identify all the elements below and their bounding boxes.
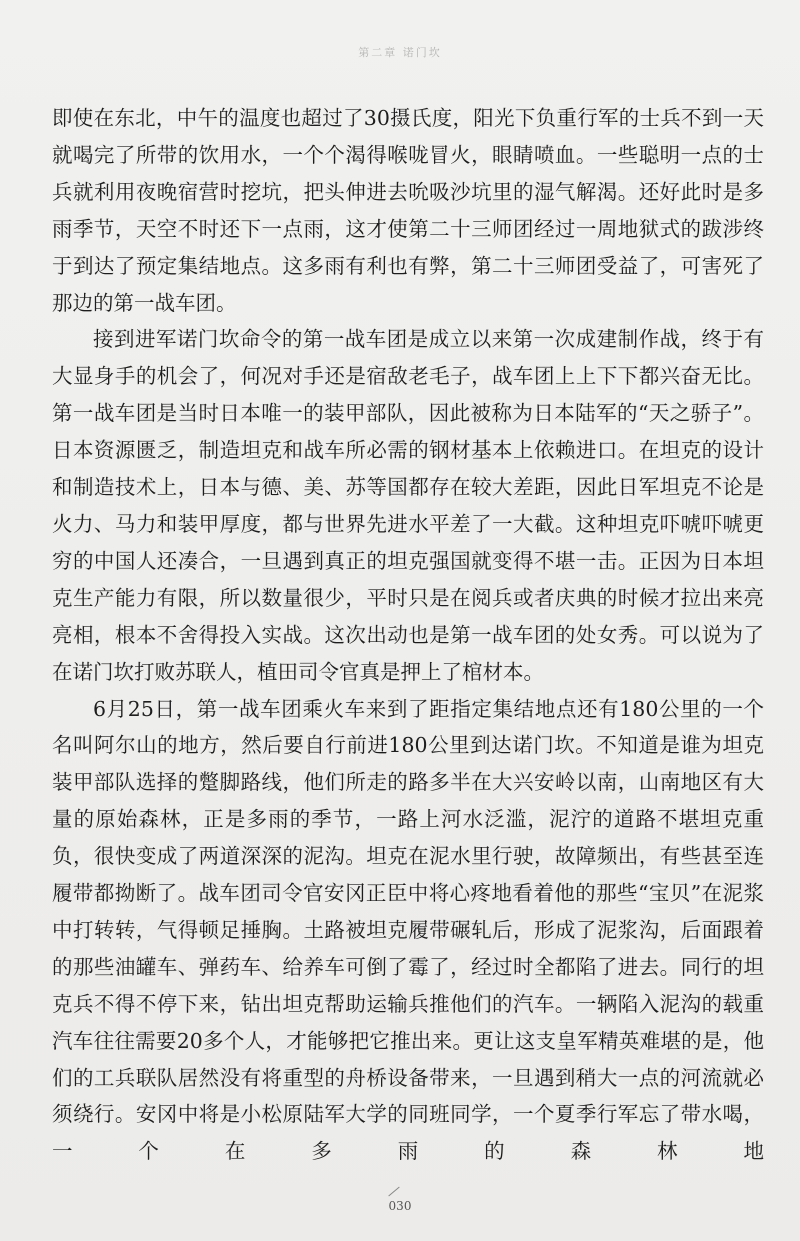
paragraph-1: 即使在东北，中午的温度也超过了30摄氏度，阳光下负重行军的士兵不到一天就喝完了所带的饮用水，一个个渴得喉咙冒火，眼睛喷血。一些聪明一点的士兵就利用夜晚宿营时挖坑，把头伸进去吮吸沙坑里的湿气解渴。还好此时是多雨季节，天空不时还下一点雨，这才使第二十三师团经过一周地狱式的跋涉终于到达了预定集结地点。这多雨有利也有弊，第二十三师团受益了，可害死了那边的第一战车团。 [52,106,764,315]
paragraph-3: 6月25日，第一战车团乘火车来到了距指定集结地点还有180公里的一个名叫阿尔山的地方，然后要自行前进180公里到达诺门坎。不知道是谁为坦克装甲部队选择的蹩脚路线，他们所走的路多半在大兴安岭以南，山南地区有大量的原始森林，正是多雨的季节，一路上河水泛滥，泥泞的道路不堪坦克重负，很快变成了两道深深的泥沟。坦克在泥水里行驶，故障频出，有些甚至连履带都拗断了。战车团司令官安冈正臣中将心疼地看着他的那些“宝贝”在泥浆中打转转，气得顿足捶胸。土路被坦克履带碾轧后，形成了泥浆沟，后面跟着的那些油罐车、弹药车、给养车可倒了霉了，经过时全都陷了进去。同行的坦克兵不得不停下来，钻出坦克帮助运输兵推他们的汽车。一辆陷入泥沟的载重汽车往往需要20多个人，才能够把它推出来。更让这支皇军精英难堪的是，他们的工兵联队居然没有将重型的舟桥设备带来，一旦遇到稍大一点的河流就必须绕行。安冈中将是小松原陆军大学的同班同学，一个夏季行军忘了带水喝，一个在多雨的森林地 [52,696,764,1164]
paragraph-2: 接到进军诺门坎命令的第一战车团是成立以来第一次成建制作战，终于有大显身手的机会了，何况对手还是宿敌老毛子，战车团上上下下都兴奋无比。第一战车团是当时日本唯一的装甲部队，因此被称为日本陆军的“天之骄子”。日本资源匮乏，制造坦克和战车所必需的钢材基本上依赖进口。在坦克的设计和制造技术上，日本与德、美、苏等国都存在较大差距，因此日军坦克不论是火力、马力和装甲厚度，都与世界先进水平差了一大截。这种坦克吓唬吓唬更穷的中国人还凑合，一旦遇到真正的坦克强国就变得不堪一击。正因为日本坦克生产能力有限，所以数量很少，平时只是在阅兵或者庆典的时候才拉出来亮亮相，根本不舍得投入实战。这次出动也是第一战车团的处女秀。可以说为了在诺门坎打败苏联人，植田司令官真是押上了棺材本。 [52,327,764,684]
body-text [52,100,764,1170]
page-number: 030 [388,1199,412,1213]
page-number-ornament [388,1187,399,1197]
running-head: 第二章 诺门坎 [358,46,442,59]
